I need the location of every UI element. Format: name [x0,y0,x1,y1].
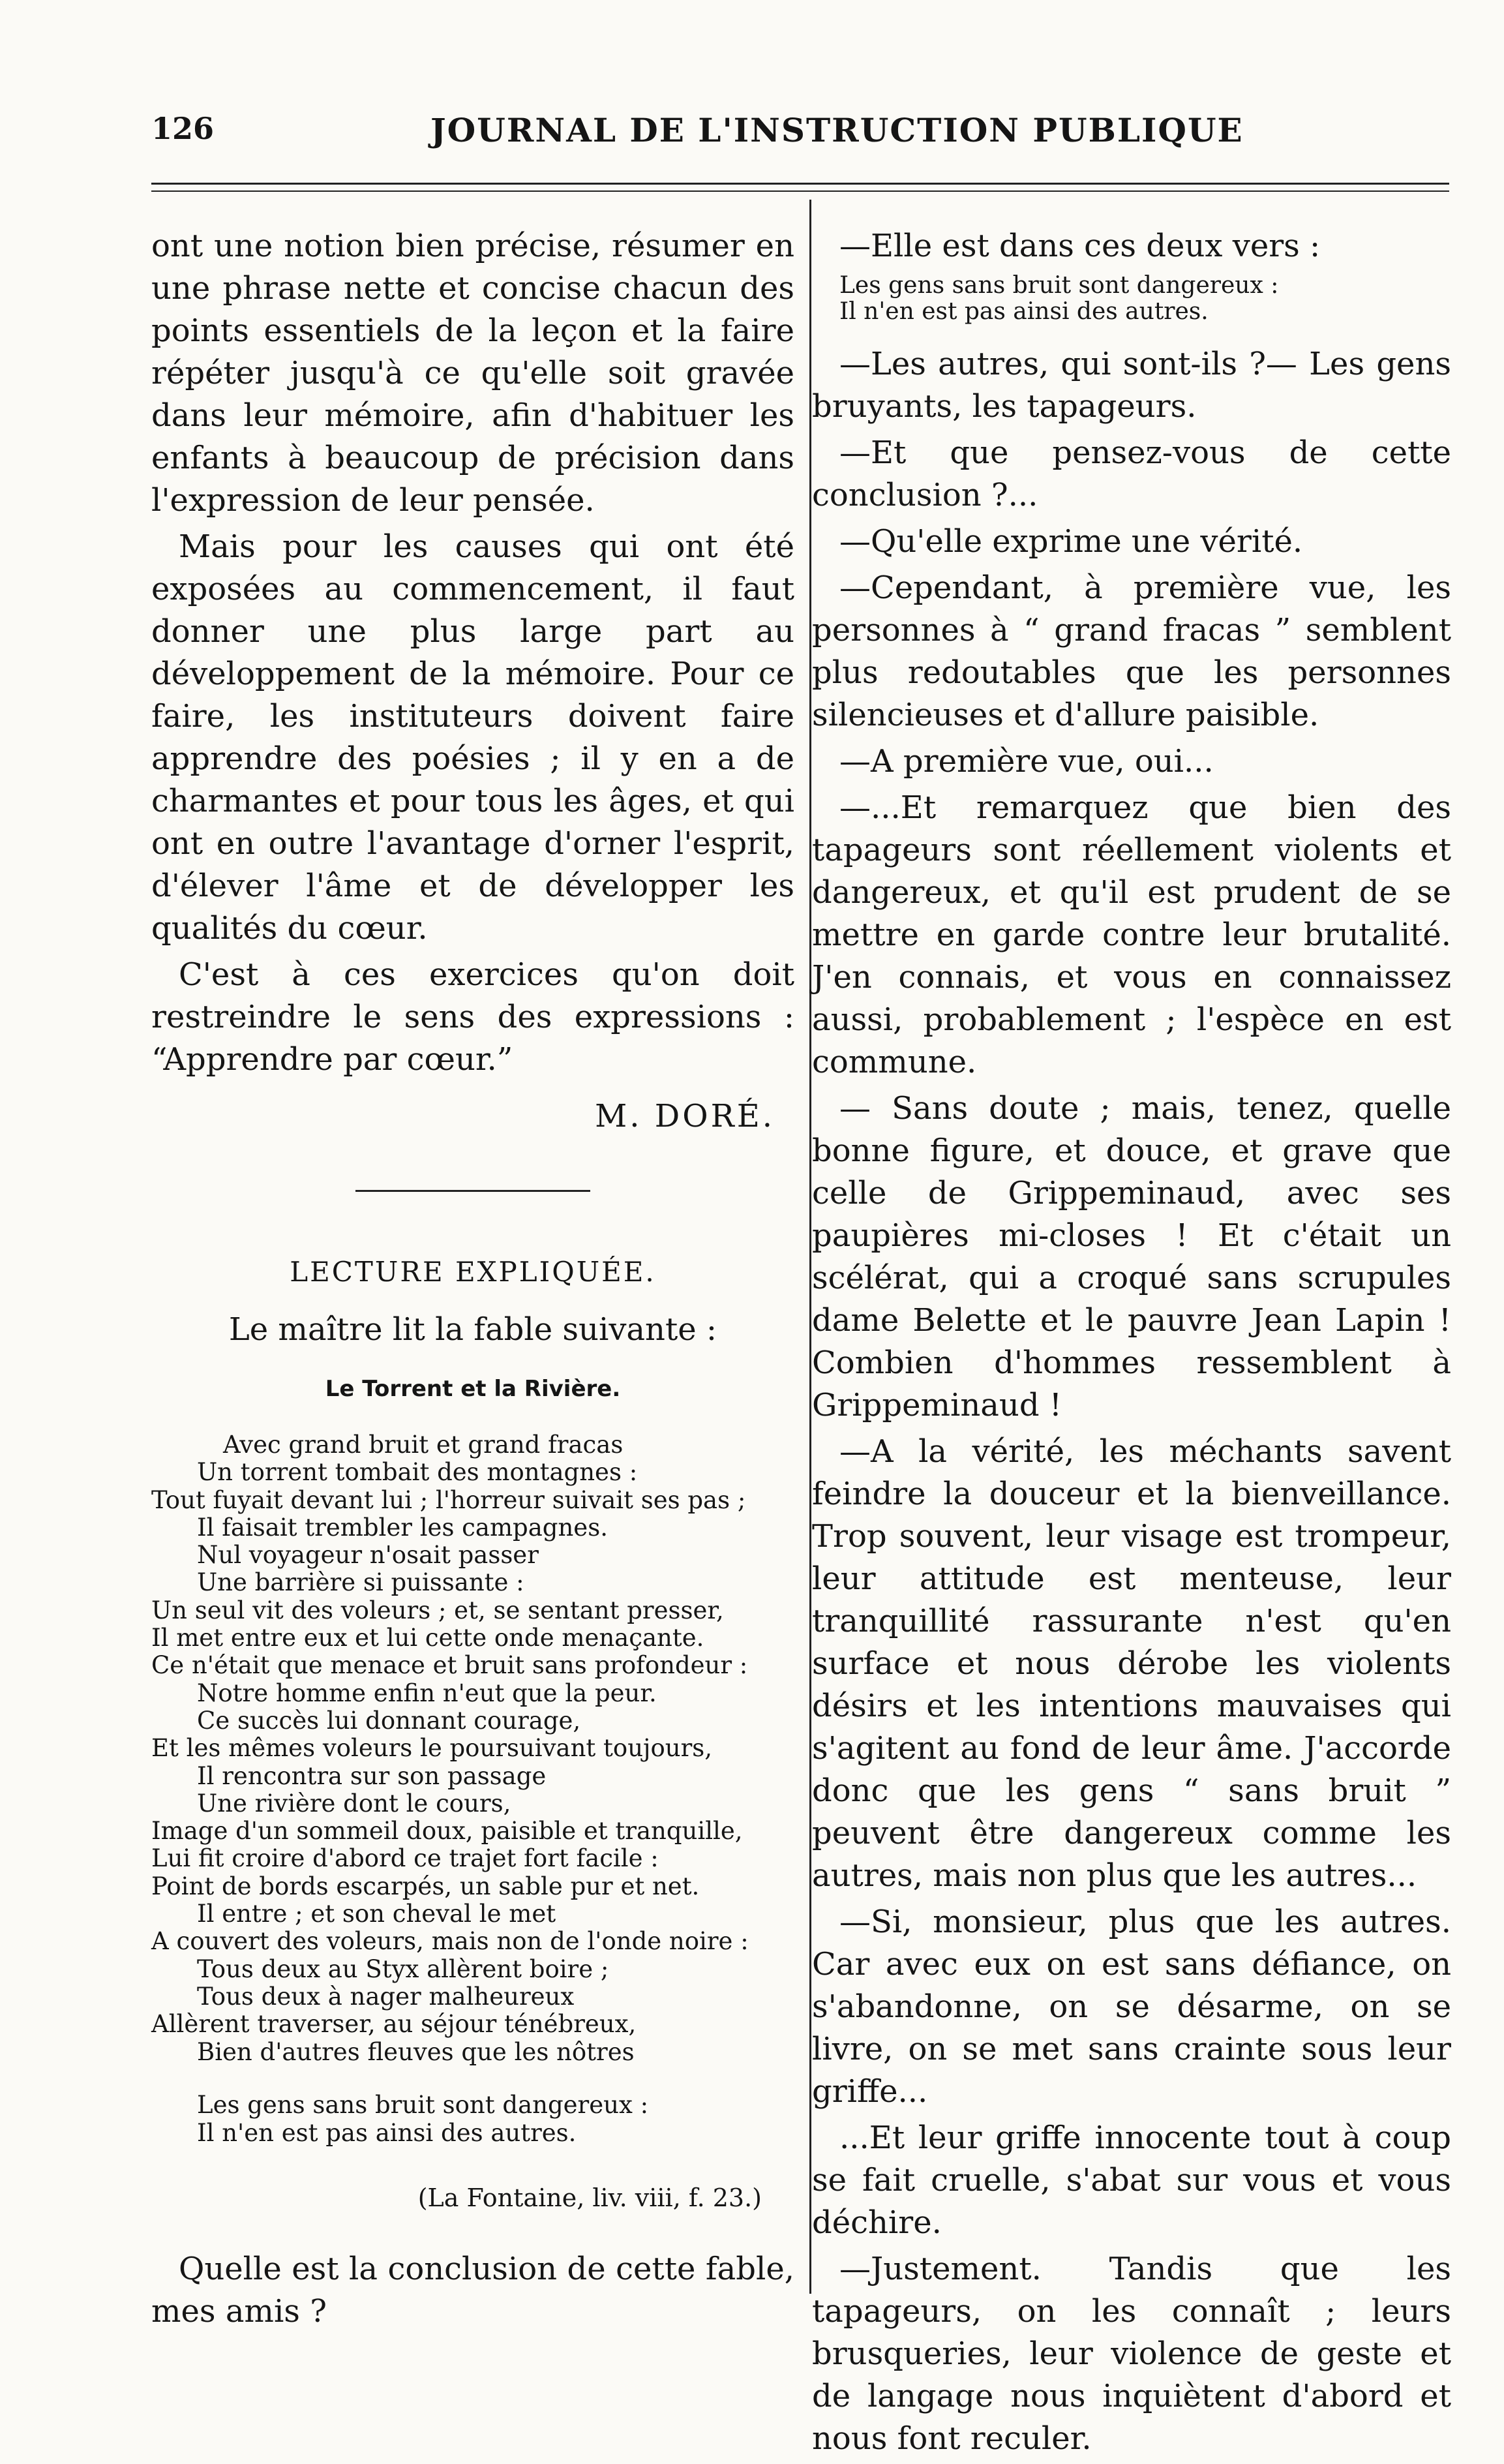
poem-line: Ce n'était que menace et bruit sans profondeur : [151,1651,748,1680]
poem-line: Une rivière dont le cours, [197,1789,511,1818]
paragraph: ont une notion bien précise, résumer en une phrase nette et concise chacun des points essentiels de la leçon et la faire répéter jusqu'à ce qu'elle soit gravée dans leur mémoire, afin d'habituer les enfants à beaucoup de précision dans l'expression de leur pensée. [151,228,794,519]
poem-line: Tous deux au Styx allèrent boire ; [197,1954,609,1983]
paragraph: —Les autres, qui sont-ils ?— Les gens bruyants, les tapageurs. [812,346,1451,425]
poem-line: Ce succès lui donnant courage, [197,1706,581,1735]
running-title: JOURNAL DE L'INSTRUCTION PUBLIQUE [430,111,1244,149]
quote-line: Il n'en est pas ainsi des autres. [839,298,1209,325]
paragraph: —A la vérité, les méchants savent feindre la douceur et la bienveillance. Trop souvent, leur visage est trompeur, leur attitude est menteuse, leur tranquillité rassurante n'est qu'en surface et nous dérobe les violents désirs et les intentions mauvaises qui s'agitent au fond de leur âme. J'accorde donc que les gens “ sans bruit ” peuvent être dangereux comme les autres, mais non plus que les autres... [812,1433,1451,1894]
section-title: LECTURE EXPLIQUÉE. [290,1256,656,1288]
poem-line: Notre homme enfin n'eut que la peur. [197,1679,657,1707]
poem-line: Il entre ; et son cheval le met [197,1900,556,1928]
quote-line: Les gens sans bruit sont dangereux : [839,272,1279,299]
header-rule-secondary [151,190,1449,192]
paragraph: —Elle est dans ces deux vers : [839,228,1321,264]
poem-line: Lui fit croire d'abord ce trajet fort facile : [151,1844,659,1873]
paragraph: ...Et leur griffe innocente tout à coup se fait cruelle, s'abat sur vous et vous déchire. [812,2120,1451,2241]
paragraph: —Justement. Tandis que les tapageurs, on les connaît ; leurs brusqueries, leur violence de geste et de langage nous inquiètent d'abord et nous font reculer. [812,2251,1451,2457]
moral-line: Les gens sans bruit sont dangereux : [197,2090,649,2119]
poem-line: Il faisait trembler les campagnes. [197,1513,608,1542]
quoted-verses [839,273,1451,325]
poem-line: Il met entre eux et lui cette onde menaçante. [151,1624,704,1652]
paragraph: Mais pour les causes qui ont été exposées au commencement, il faut donner une plus large part au développement de la mémoire. Pour ce faire, les instituteurs doivent faire apprendre des poésies ; il y en a de charmantes et pour tous les âges, et qui ont en outre l'avantage d'orner l'esprit, d'élever l'âme et de développer les qualités du cœur. [151,528,794,947]
right-column [812,225,1451,2464]
paragraph: —A première vue, oui... [839,743,1214,780]
author-signature: M. DORÉ. [595,1098,775,1134]
poem-line: Un seul vit des voleurs ; et, se sentant presser, [151,1596,724,1624]
header-rule [151,183,1449,185]
paragraph: —...Et remarquez que bien des tapageurs sont réellement violents et dangereux, et qu'il est prudent de se mettre en garde contre leur brutalité. J'en connais, et vous en connaissez aussi, probablement ; l'espèce en est commune. [812,789,1451,1080]
section-separator [355,1190,590,1192]
paragraph: — Sans doute ; mais, tenez, quelle bonne figure, et douce, et grave que celle de Grippeminaud, avec ses paupières mi-closes ! Et c'était un scélérat, qui a croqué sans scrupules dame Belette et le pauvre Jean Lapin ! Combien d'hommes ressemblent à Grippeminaud ! [812,1090,1451,1423]
column-divider [809,200,811,2294]
poem-moral [151,2091,794,2147]
poem-line: Bien d'autres fleuves que les nôtres [197,2037,635,2066]
poem-line: Un torrent tombait des montagnes : [197,1458,638,1487]
poem-line: Avec grand bruit et grand fracas [223,1431,624,1459]
page-number: 126 [151,111,215,146]
poem-line: Tout fuyait devant lui ; l'horreur suivait ses pas ; [151,1485,746,1514]
poem-line: Nul voyageur n'osait passer [197,1541,539,1570]
poem-line: A couvert des voleurs, mais non de l'onde noire : [151,1927,749,1956]
paragraph: —Et que pensez-vous de cette conclusion ?... [812,434,1451,513]
paragraph: —Qu'elle exprime une vérité. [839,523,1303,560]
poem-line: Une barrière si puissante : [197,1568,524,1597]
poem-title: Le Torrent et la Rivière. [325,1376,621,1402]
poem [151,1431,794,2066]
poem-line: Tous deux à nager malheureux [197,1982,575,2011]
left-column [151,225,794,2337]
moral-line: Il n'en est pas ainsi des autres. [197,2118,577,2147]
paragraph: C'est à ces exercices qu'on doit restreindre le sens des expressions : “Apprendre par cœur.” [151,956,794,1078]
running-header [0,111,1504,170]
poem-line: Allèrent traverser, au séjour ténébreux, [151,2010,637,2039]
poem-source: (La Fontaine, liv. viii, f. 23.) [417,2183,762,2212]
poem-line: Il rencontra sur son passage [197,1761,547,1790]
poem-line: Image d'un sommeil doux, paisible et tranquille, [151,1817,743,1846]
poem-line: Et les mêmes voleurs le poursuivant toujours, [151,1734,713,1763]
paragraph: —Si, monsieur, plus que les autres. Car avec eux on est sans défiance, on s'abandonne, on se désarme, on se livre, on se met sans crainte sous leur griffe... [812,1904,1451,2110]
paragraph: Quelle est la conclusion de cette fable, mes amis ? [151,2250,794,2330]
poem-line: Point de bords escarpés, un sable pur et net. [151,1872,700,1900]
intro-line: Le maître lit la fable suivante : [228,1311,717,1348]
paragraph: —Cependant, à première vue, les personnes à “ grand fracas ” semblent plus redoutables que les personnes silencieuses et d'allure paisible. [812,570,1451,733]
